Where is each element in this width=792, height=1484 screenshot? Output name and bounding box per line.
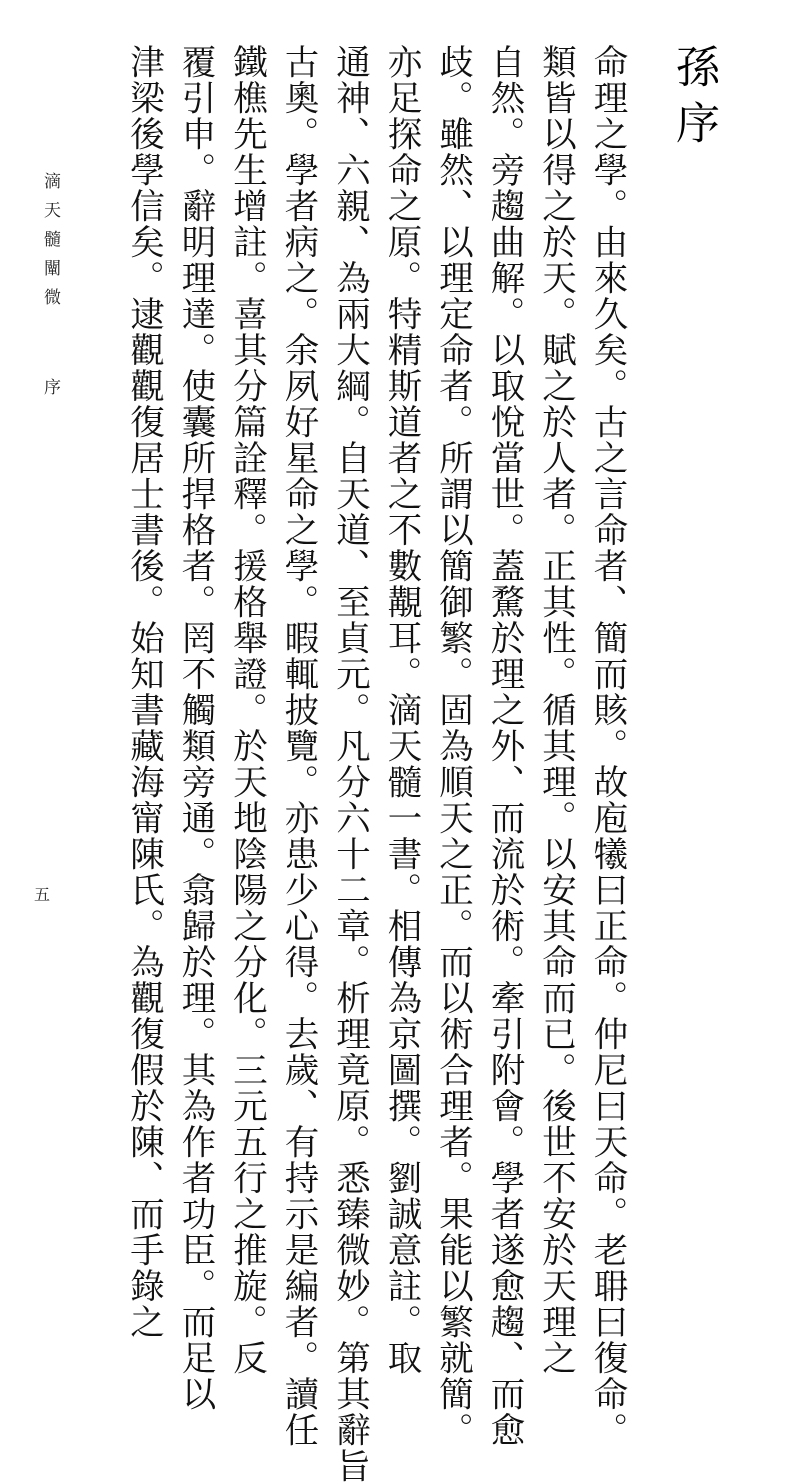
text-column: 歧。雖然、以理定命者。所謂以簡御繁。固為順天之正。而以術合理者。果能以繁就簡。 — [432, 44, 473, 1448]
margin-section-label: 序 — [40, 378, 60, 395]
text-column: 類皆以得之於天。賦之於人者。正其性。循其理。以安其命而已。後世不安於天理之 — [535, 44, 576, 1376]
preface-heading: 孫序 — [668, 44, 719, 156]
text-column: 通神、六親、為兩大綱。自天道、至貞元。凡分六十二章。析理竟原。悉臻微妙。第其辭旨 — [329, 44, 370, 1484]
margin-book-title: 滴天髓闡微 — [40, 172, 60, 317]
page-number: 五 — [34, 885, 51, 904]
text-column: 古奧。學者病之。余夙好星命之學。暇輒披覽。亦患少心得。去歲、有持示是編者。讀任 — [278, 44, 318, 1448]
text-column: 覆引申。辭明理達。使囊所捍格者。罔不觸類旁通。翕歸於理。其為作者功臣。而足以 — [175, 44, 215, 1412]
text-column: 命理之學。由來久矣。古之言命者、簡而賅。故庖犧曰正命。仲尼曰天命。老耼曰復命。 — [587, 44, 627, 1448]
text-column: 亦足探命之原。特精斯道者之不數覯耳。滴天髓一書。相傳為京圖撰。劉誠意註。取 — [381, 44, 421, 1376]
text-column: 津梁後學信矣。逮觀觀復居士書後。始知書藏海甯陳氏。為觀復假於陳、而手錄之 — [123, 44, 164, 1340]
text-column: 鐵樵先生增註。喜其分篇詮釋。援格舉證。於天地陰陽之分化。三元五行之推旋。反 — [226, 44, 267, 1376]
text-column: 自然。旁趨曲解。以取悅當世。蓋騖於理之外、而流於術。牽引附會。學者遂愈趨、而愈 — [484, 44, 524, 1448]
preface-body — [117, 44, 632, 1484]
